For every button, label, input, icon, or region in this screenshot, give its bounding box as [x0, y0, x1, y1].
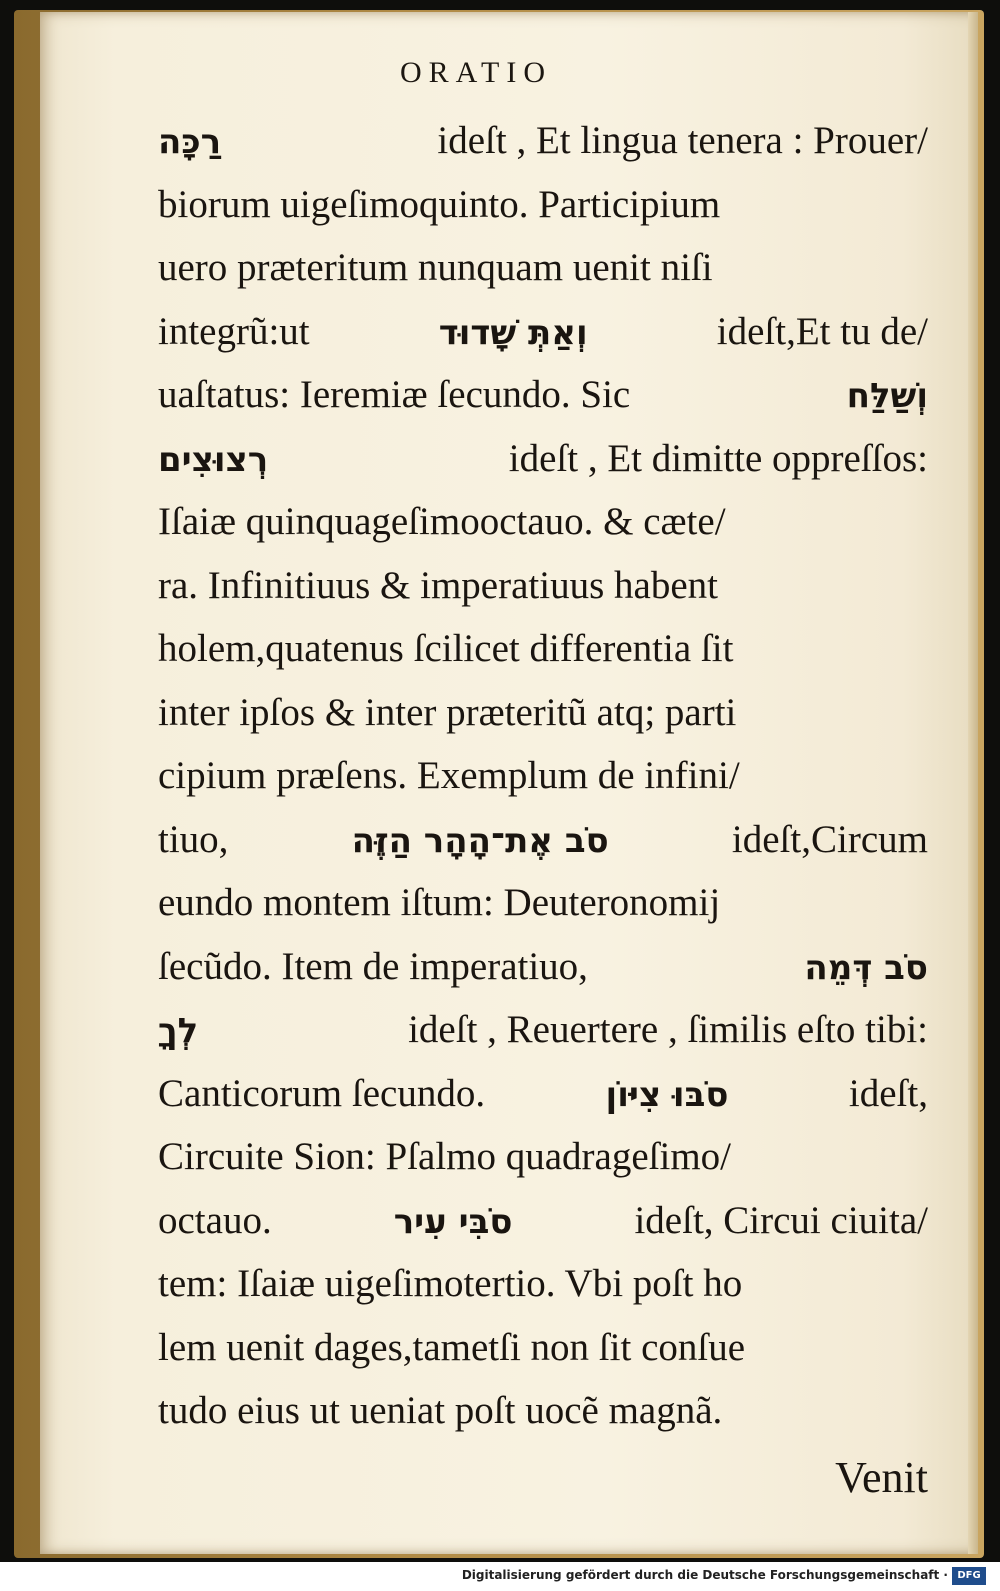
text-line [158, 118, 928, 182]
latin-text: ideſt,Circum [731, 817, 928, 861]
text-block [158, 118, 928, 1515]
latin-text: ra. Infinitiuus & imperatiuus habent [158, 563, 718, 607]
latin-text: Circuite Sion: Pſalmo quadrageſimo/ [158, 1135, 732, 1178]
text-line [158, 1388, 928, 1452]
hebrew-word: וְאַתְּ שָׁדוּד [438, 312, 588, 353]
dfg-logo-icon: DFG [952, 1567, 986, 1585]
text-line [158, 1007, 928, 1071]
page-right-edge [968, 12, 978, 1554]
text-line [158, 1198, 928, 1262]
hebrew-word: וְשַׁלַּח [846, 376, 928, 416]
text-line [158, 1134, 928, 1198]
hebrew-word: סֹב אֶת־הָהָר הַזֶּה [351, 820, 609, 861]
footer-credit: Digitalisierung gefördert durch die Deutsche Forschungsgemeinschaft · [461, 1568, 948, 1582]
text-line [158, 182, 928, 246]
latin-text: integrũ:ut [158, 309, 310, 353]
latin-text: tiuo, [158, 817, 229, 861]
latin-text: inter ipſos & inter præteritũ atq; parti [158, 690, 737, 734]
latin-text: eundo montem iſtum: Deuteronomij [158, 881, 721, 924]
latin-text: ſecũdo. Item de imperatiuo, [158, 944, 588, 988]
latin-text: ideſt,Et tu de/ [716, 309, 928, 353]
latin-text: ideſt , Reuertere , ſimilis eſto tibi: [408, 1008, 928, 1051]
text-line [158, 499, 928, 563]
hebrew-word: סֹבּוּ צִיּוֹן [605, 1074, 729, 1115]
text-line [158, 309, 928, 373]
latin-text: cipium præſens. Exemplum de infini/ [158, 754, 740, 797]
latin-text: holem,quatenus ſcilicet differentia ſit [158, 627, 734, 670]
running-head: ORATIO [400, 56, 552, 89]
text-line [158, 944, 928, 1008]
text-line [158, 245, 928, 309]
latin-text: Canticorum ſecundo. [158, 1071, 486, 1115]
latin-text: ideſt , Et dimitte oppreſſos: [508, 436, 928, 480]
latin-text: Iſaiæ quinquageſimooctauo. & cæte/ [158, 500, 726, 543]
latin-text: tudo eius ut ueniat poſt uocẽ magnã. [158, 1389, 723, 1432]
latin-text: octauo. [158, 1198, 272, 1242]
catchword-line [158, 1452, 928, 1516]
text-line [158, 1071, 928, 1135]
latin-text: lem uenit dages,tametſi non ſit conſue [158, 1325, 746, 1369]
hebrew-word: לְךָ [158, 1011, 199, 1051]
text-line [158, 563, 928, 627]
text-line [158, 372, 928, 436]
digitization-footer [0, 1562, 1000, 1591]
text-line [158, 817, 928, 881]
latin-text: ideſt , Et lingua tenera : Prouer/ [437, 119, 928, 162]
text-line [158, 880, 928, 944]
hebrew-word: סֹב דְּמֵה [804, 947, 928, 988]
catchword: Venit [835, 1452, 928, 1502]
text-line [158, 1261, 928, 1325]
text-line [158, 1325, 928, 1389]
text-line [158, 753, 928, 817]
latin-text: biorum uigeſimoquinto. Participium [158, 182, 721, 226]
latin-text: ideſt, [848, 1071, 928, 1115]
text-line [158, 626, 928, 690]
text-line [158, 436, 928, 500]
latin-text: uaſtatus: Ieremiæ ſecundo. Sic [158, 373, 631, 416]
latin-text: ideſt, Circui ciuita/ [634, 1198, 928, 1242]
hebrew-word: סֹבִּי עִיר [393, 1201, 513, 1242]
latin-text: tem: Iſaiæ uigeſimotertio. Vbi poſt ho [158, 1262, 743, 1305]
text-line [158, 690, 928, 754]
latin-text: uero præteritum nunquam uenit niſi [158, 246, 713, 289]
hebrew-word: רְצוּצִים [158, 439, 269, 480]
hebrew-word: רַכָּה [158, 122, 222, 162]
